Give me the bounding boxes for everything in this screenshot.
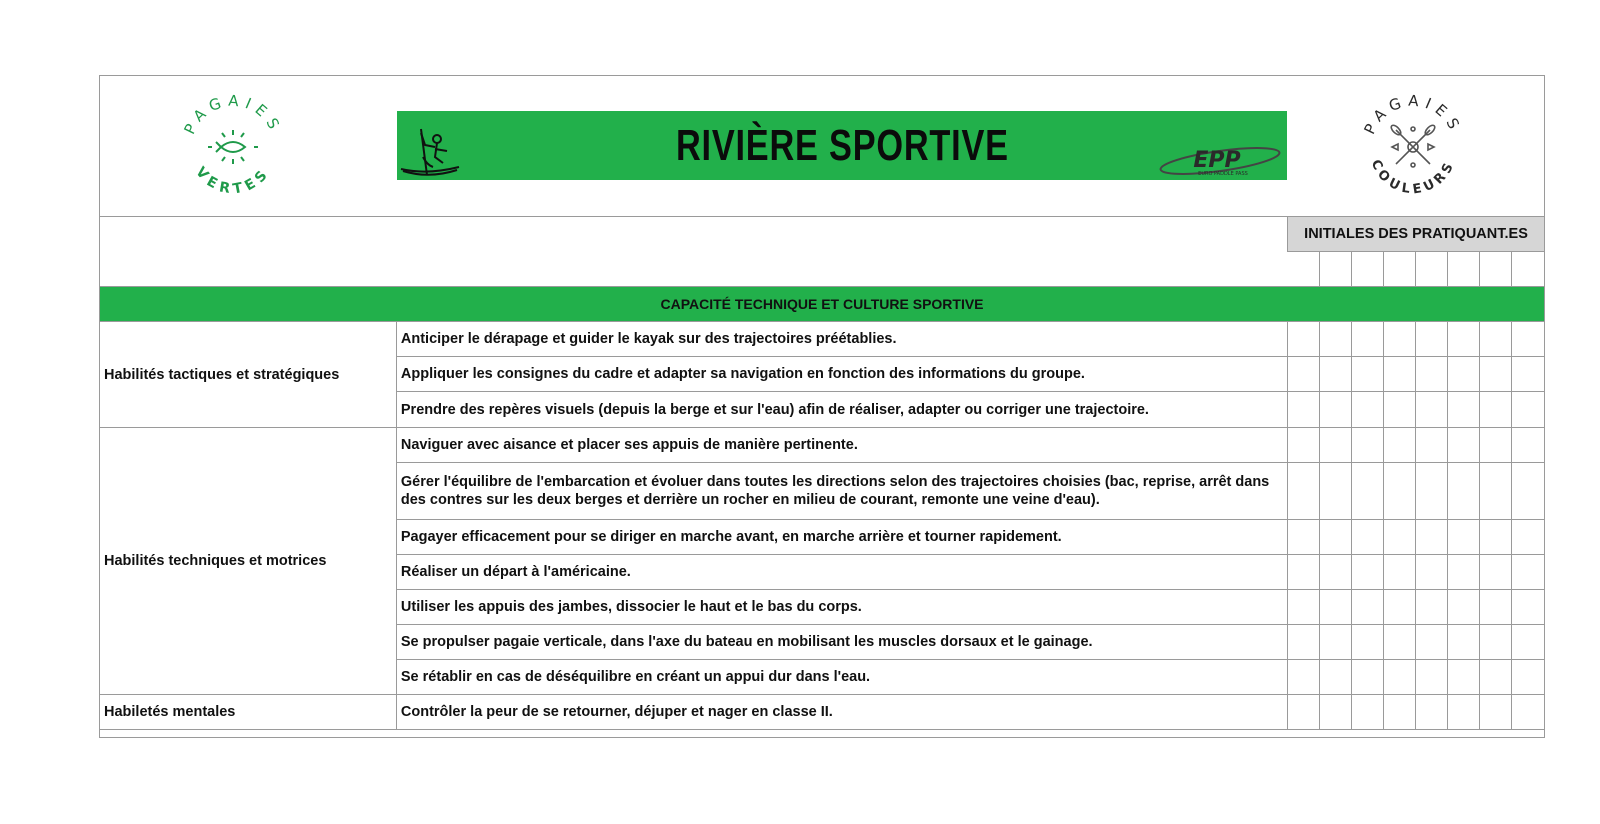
check-cell[interactable] [1416, 392, 1448, 428]
svg-text:VERTES [192, 164, 274, 197]
check-cell[interactable] [1384, 590, 1416, 625]
check-cell[interactable] [1320, 392, 1352, 428]
initials-cell[interactable] [1352, 252, 1384, 287]
check-cell[interactable] [1416, 660, 1448, 695]
check-cell[interactable] [1512, 357, 1544, 392]
page-title: RIVIÈRE SPORTIVE [675, 120, 1009, 170]
check-cell[interactable] [1352, 357, 1384, 392]
check-cell[interactable] [1320, 520, 1352, 555]
check-cell[interactable] [1512, 660, 1544, 695]
check-cell[interactable] [1320, 428, 1352, 463]
crossed-paddles-icon [1390, 124, 1437, 167]
check-cell[interactable] [1512, 590, 1544, 625]
check-cell[interactable] [1352, 322, 1384, 357]
check-cell[interactable] [1288, 463, 1320, 520]
check-cell[interactable] [1416, 357, 1448, 392]
skill-description: Naviguer avec aisance et placer ses appuis de manière pertinente. [396, 428, 1287, 463]
check-cell[interactable] [1448, 428, 1480, 463]
check-cell[interactable] [1448, 555, 1480, 590]
check-cell[interactable] [1448, 520, 1480, 555]
check-cell[interactable] [1480, 392, 1512, 428]
check-cell[interactable] [1352, 463, 1384, 520]
check-cell[interactable] [1448, 660, 1480, 695]
check-cell[interactable] [1416, 520, 1448, 555]
check-cell[interactable] [1384, 660, 1416, 695]
sheet-header [100, 76, 1544, 217]
check-cell[interactable] [1416, 590, 1448, 625]
check-cell[interactable] [1320, 590, 1352, 625]
check-cell[interactable] [1288, 520, 1320, 555]
check-cell[interactable] [1352, 660, 1384, 695]
check-cell[interactable] [1352, 695, 1384, 730]
check-cell[interactable] [1448, 322, 1480, 357]
check-cell[interactable] [1288, 625, 1320, 660]
fish-sun-icon [208, 130, 258, 164]
check-cell[interactable] [1480, 357, 1512, 392]
check-cell[interactable] [1384, 625, 1416, 660]
check-cell[interactable] [1416, 555, 1448, 590]
check-cell[interactable] [1320, 357, 1352, 392]
table-row [100, 695, 1544, 730]
check-cell[interactable] [1480, 463, 1512, 520]
check-cell[interactable] [1416, 428, 1448, 463]
check-cell[interactable] [1480, 555, 1512, 590]
skill-description: Pagayer efficacement pour se diriger en marche avant, en marche arrière et tourner rapidement. [396, 520, 1287, 555]
category-cell: Habilités techniques et motrices [100, 428, 396, 695]
check-cell[interactable] [1384, 520, 1416, 555]
check-cell[interactable] [1320, 463, 1352, 520]
logo-left-bottom-text: VERTES [192, 164, 274, 198]
category-cell: Habilités tactiques et stratégiques [100, 322, 396, 428]
title-banner [397, 111, 1287, 180]
category-cell: Habiletés mentales [100, 695, 396, 730]
check-cell[interactable] [1480, 625, 1512, 660]
epp-logo-subtext: EURO PADDLE PASS [1198, 171, 1248, 177]
check-cell[interactable] [1448, 392, 1480, 428]
check-cell[interactable] [1448, 357, 1480, 392]
kayaker-icon [397, 125, 463, 179]
check-cell[interactable] [1512, 428, 1544, 463]
check-cell[interactable] [1288, 660, 1320, 695]
initials-cell[interactable] [1384, 252, 1416, 287]
check-cell[interactable] [1320, 660, 1352, 695]
check-cell[interactable] [1352, 555, 1384, 590]
check-cell[interactable] [1448, 590, 1480, 625]
check-cell[interactable] [1512, 625, 1544, 660]
check-cell[interactable] [1352, 625, 1384, 660]
check-cell[interactable] [1320, 555, 1352, 590]
initials-cell[interactable] [1512, 252, 1544, 287]
header-blank-cell [100, 217, 1288, 287]
skill-description: Anticiper le dérapage et guider le kayak sur des trajectoires préétablies. [396, 322, 1287, 357]
check-cell[interactable] [1480, 322, 1512, 357]
check-cell[interactable] [1512, 322, 1544, 357]
check-cell[interactable] [1416, 695, 1448, 730]
check-cell[interactable] [1352, 520, 1384, 555]
check-cell[interactable] [1512, 520, 1544, 555]
check-cell[interactable] [1512, 392, 1544, 428]
check-cell[interactable] [1416, 625, 1448, 660]
skill-description: Réaliser un départ à l'américaine. [396, 555, 1287, 590]
logo-left-top-text: PAGAIES [180, 92, 286, 138]
check-cell[interactable] [1480, 428, 1512, 463]
check-cell[interactable] [1480, 660, 1512, 695]
initials-cell[interactable] [1288, 252, 1320, 287]
check-cell[interactable] [1448, 463, 1480, 520]
logo-right-bottom-text: COULEURS [1367, 157, 1459, 198]
skill-description: Se rétablir en cas de déséquilibre en créant un appui dur dans l'eau. [396, 660, 1287, 695]
evaluation-sheet [99, 75, 1545, 738]
skill-description: Se propulser pagaie verticale, dans l'axe du bateau en mobilisant les muscles dorsaux et le gainage. [396, 625, 1287, 660]
check-cell[interactable] [1288, 590, 1320, 625]
check-cell[interactable] [1512, 555, 1544, 590]
check-cell[interactable] [1512, 695, 1544, 730]
check-cell[interactable] [1384, 322, 1416, 357]
skill-description: Utiliser les appuis des jambes, dissocier le haut et le bas du corps. [396, 590, 1287, 625]
check-cell[interactable] [1288, 555, 1320, 590]
check-cell[interactable] [1384, 392, 1416, 428]
table-row [100, 428, 1544, 463]
check-cell[interactable] [1288, 357, 1320, 392]
skill-description: Appliquer les consignes du cadre et adapter sa navigation en fonction des informations du groupe. [396, 357, 1287, 392]
skill-description: Contrôler la peur de se retourner, déjuper et nager en classe II. [396, 695, 1287, 730]
section-title: CAPACITÉ TECHNIQUE ET CULTURE SPORTIVE [100, 287, 1544, 322]
check-cell[interactable] [1320, 322, 1352, 357]
skill-description: Prendre des repères visuels (depuis la berge et sur l'eau) afin de réaliser, adapter ou corriger une trajectoire. [396, 392, 1287, 428]
check-cell[interactable] [1320, 695, 1352, 730]
check-cell[interactable] [1480, 520, 1512, 555]
check-cell[interactable] [1288, 322, 1320, 357]
check-cell[interactable] [1288, 695, 1320, 730]
initials-header: INITIALES DES PRATIQUANT.ES [1288, 217, 1544, 252]
initials-cell[interactable] [1448, 252, 1480, 287]
initials-cell[interactable] [1416, 252, 1448, 287]
table-row [100, 322, 1544, 357]
check-cell[interactable] [1384, 555, 1416, 590]
check-cell[interactable] [1352, 392, 1384, 428]
skills-table [100, 216, 1544, 730]
check-cell[interactable] [1320, 625, 1352, 660]
epp-logo [1157, 144, 1283, 178]
check-cell[interactable] [1352, 428, 1384, 463]
check-cell[interactable] [1416, 463, 1448, 520]
check-cell[interactable] [1384, 428, 1416, 463]
check-cell[interactable] [1384, 357, 1416, 392]
check-cell[interactable] [1448, 625, 1480, 660]
check-cell[interactable] [1384, 463, 1416, 520]
epp-logo-text: EPP [1193, 148, 1241, 173]
check-cell[interactable] [1288, 428, 1320, 463]
check-cell[interactable] [1384, 695, 1416, 730]
check-cell[interactable] [1416, 322, 1448, 357]
check-cell[interactable] [1480, 590, 1512, 625]
initials-cell[interactable] [1320, 252, 1352, 287]
check-cell[interactable] [1448, 695, 1480, 730]
check-cell[interactable] [1480, 695, 1512, 730]
check-cell[interactable] [1512, 463, 1544, 520]
pagaies-vertes-logo [178, 92, 288, 202]
skill-description: Gérer l'équilibre de l'embarcation et évoluer dans toutes les directions selon des trajectoires choisies (bac, reprise, arrêt dans des contres sur les deux berges et derrière un rocher en milieu de courant, remonte une veine d'eau). [396, 463, 1287, 520]
initials-cell[interactable] [1480, 252, 1512, 287]
check-cell[interactable] [1352, 590, 1384, 625]
check-cell[interactable] [1288, 392, 1320, 428]
logo-right-top-text: PAGAIES [1360, 92, 1466, 138]
pagaies-couleurs-logo [1358, 92, 1468, 202]
